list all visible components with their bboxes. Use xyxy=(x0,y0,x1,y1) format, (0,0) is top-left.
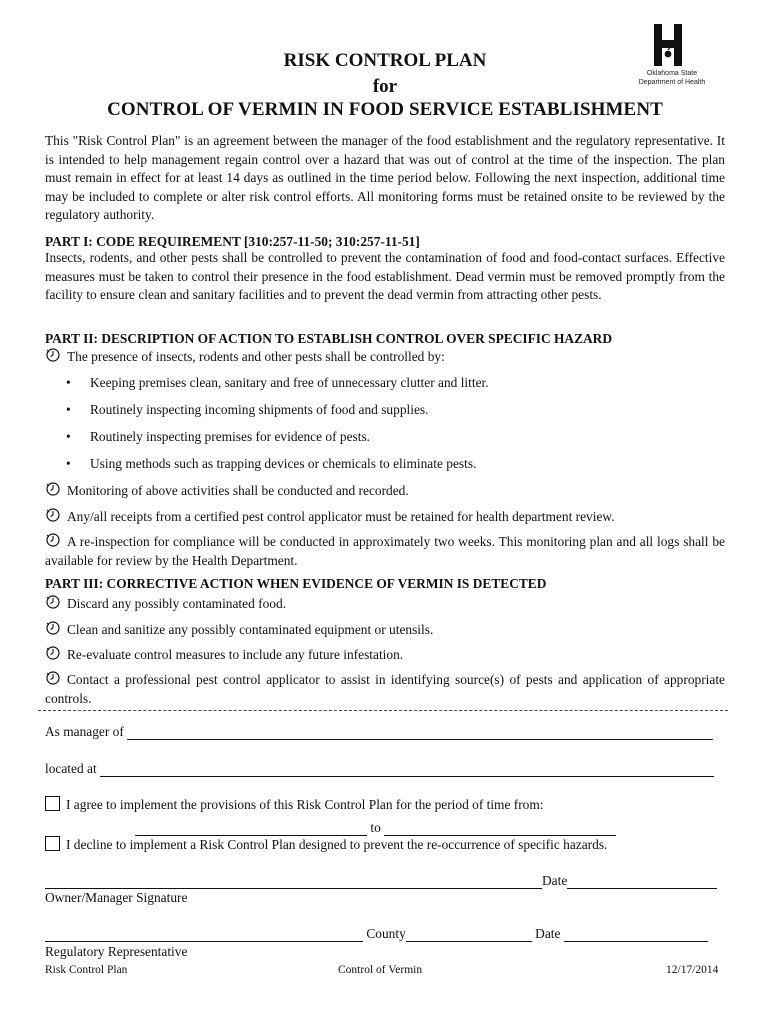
period-to-field[interactable] xyxy=(384,821,616,836)
date-label-2: Date xyxy=(535,926,561,941)
part3-item-text: Clean and sanitize any possibly contaminated equipment or utensils. xyxy=(67,622,434,637)
title-line-1: RISK CONTROL PLAN xyxy=(283,50,487,71)
list-item xyxy=(66,429,370,445)
decline-text: I decline to implement a Risk Control Plan designed to prevent the re-occurrence of specific hazards. xyxy=(66,837,608,852)
list-item-text: Keeping premises clean, sanitary and free of unnecessary clutter and litter. xyxy=(90,375,489,390)
clock-icon xyxy=(45,532,61,548)
regulatory-signature-field[interactable] xyxy=(45,927,363,942)
list-item xyxy=(66,402,428,418)
owner-label: Owner/Manager Signature xyxy=(45,890,188,905)
list-item xyxy=(66,375,489,391)
part3-item-text: Re-evaluate control measures to include any future infestation. xyxy=(67,647,404,662)
part3-item xyxy=(45,594,725,614)
clock-icon xyxy=(45,670,61,686)
part2-item-text: A re-inspection for compliance will be conducted in approximately two weeks. This monitoring plan and all logs shall be available for review by the Health Department. xyxy=(45,534,725,568)
located-field[interactable] xyxy=(100,762,714,777)
clock-icon xyxy=(45,620,61,636)
clock-icon xyxy=(45,481,61,497)
part1-heading: PART I: CODE REQUIREMENT [310:257-11-50; 310:257-11-51] xyxy=(45,234,420,249)
located-label: located at xyxy=(45,761,97,776)
agree-row xyxy=(45,796,544,813)
clock-icon xyxy=(45,507,61,523)
decline-checkbox[interactable] xyxy=(45,836,60,851)
part2-item xyxy=(45,532,725,570)
footer-left: Risk Control Plan xyxy=(45,964,128,976)
bullet-icon: • xyxy=(66,375,71,390)
part3-heading: PART III: CORRECTIVE ACTION WHEN EVIDENCE OF VERMIN IS DETECTED xyxy=(45,576,547,591)
part2-item-text: Any/all receipts from a certified pest control applicator must be retained for health department review. xyxy=(67,509,615,524)
clock-icon xyxy=(45,594,61,610)
list-item-text: Routinely inspecting incoming shipments of food and supplies. xyxy=(90,402,429,417)
logo-text-line-1: Oklahoma State xyxy=(646,70,698,77)
part2-intro xyxy=(45,347,725,367)
regulatory-row xyxy=(45,926,708,942)
owner-signature-field[interactable] xyxy=(45,874,542,889)
bullet-icon: • xyxy=(66,456,71,471)
health-logo-icon xyxy=(652,24,684,66)
manager-row xyxy=(45,724,713,740)
part3-item xyxy=(45,620,725,640)
bullet-icon: • xyxy=(66,402,71,417)
county-field[interactable] xyxy=(406,927,532,942)
logo-text-line-2: Department of Health xyxy=(638,79,706,86)
manager-field[interactable] xyxy=(127,725,713,740)
footer-center: Control of Vermin xyxy=(338,964,423,976)
owner-signature-row xyxy=(45,873,717,889)
clock-icon xyxy=(45,645,61,661)
part2-item xyxy=(45,507,725,527)
located-row xyxy=(45,761,714,777)
regulatory-date-field[interactable] xyxy=(564,927,708,942)
regulatory-label: Regulatory Representative xyxy=(45,944,188,959)
intro-paragraph: This "Risk Control Plan" is an agreement between the manager of the food establishment and the regulatory representative. It is intended to help management regain control over a hazard that was out of control at the time of the inspection. The plan must remain in effect for at least 14 days as outlined in the time period below. Following the next inspection, additional time may be included to complete or alter risk control efforts. All monitoring forms must be retained onsite to be reviewed by the regulatory authority. xyxy=(45,133,725,223)
part2-item xyxy=(45,481,725,501)
footer-right: 12/17/2014 xyxy=(666,964,719,976)
part3-item xyxy=(45,645,725,665)
decline-row xyxy=(45,836,607,853)
clock-icon xyxy=(45,347,61,363)
separator xyxy=(38,710,728,711)
part2-heading: PART II: DESCRIPTION OF ACTION TO ESTABLISH CONTROL OVER SPECIFIC HAZARD xyxy=(45,331,613,346)
to-label: to xyxy=(370,820,381,835)
osdh-logo xyxy=(612,24,722,94)
list-item xyxy=(66,456,476,472)
owner-date-field[interactable] xyxy=(567,874,717,889)
period-row xyxy=(135,820,616,836)
title-line-3: CONTROL OF VERMIN IN FOOD SERVICE ESTABLISHMENT xyxy=(107,99,663,120)
list-item-text: Routinely inspecting premises for evidence of pests. xyxy=(90,429,371,444)
bullet-icon: • xyxy=(66,429,71,444)
part2-item-text: Monitoring of above activities shall be conducted and recorded. xyxy=(67,483,409,498)
agree-text: I agree to implement the provisions of this Risk Control Plan for the period of time from: xyxy=(66,797,544,812)
county-label: County xyxy=(366,926,406,941)
part3-item-text: Contact a professional pest control applicator to assist in identifying source(s) of pests and application of appropriate controls. xyxy=(45,672,725,706)
date-label: Date xyxy=(542,873,568,888)
part3-item-text: Discard any possibly contaminated food. xyxy=(67,596,287,611)
part3-item xyxy=(45,670,725,708)
part1-text: Insects, rodents, and other pests shall be controlled to prevent the contamination of food and food-contact surfaces. Effective measures must be taken to control their presence in the food establishment. Dead vermin must be removed promptly from the facility to ensure clean and sanitary facilities and to prevent the dead vermin from attracting other pests. xyxy=(45,250,725,303)
period-from-field[interactable] xyxy=(135,821,367,836)
part2-intro-text: The presence of insects, rodents and other pests shall be controlled by: xyxy=(67,349,445,364)
agree-checkbox[interactable] xyxy=(45,796,60,811)
title-line-2: for xyxy=(372,76,398,97)
list-item-text: Using methods such as trapping devices or chemicals to eliminate pests. xyxy=(90,456,477,471)
manager-label: As manager of xyxy=(45,724,124,739)
